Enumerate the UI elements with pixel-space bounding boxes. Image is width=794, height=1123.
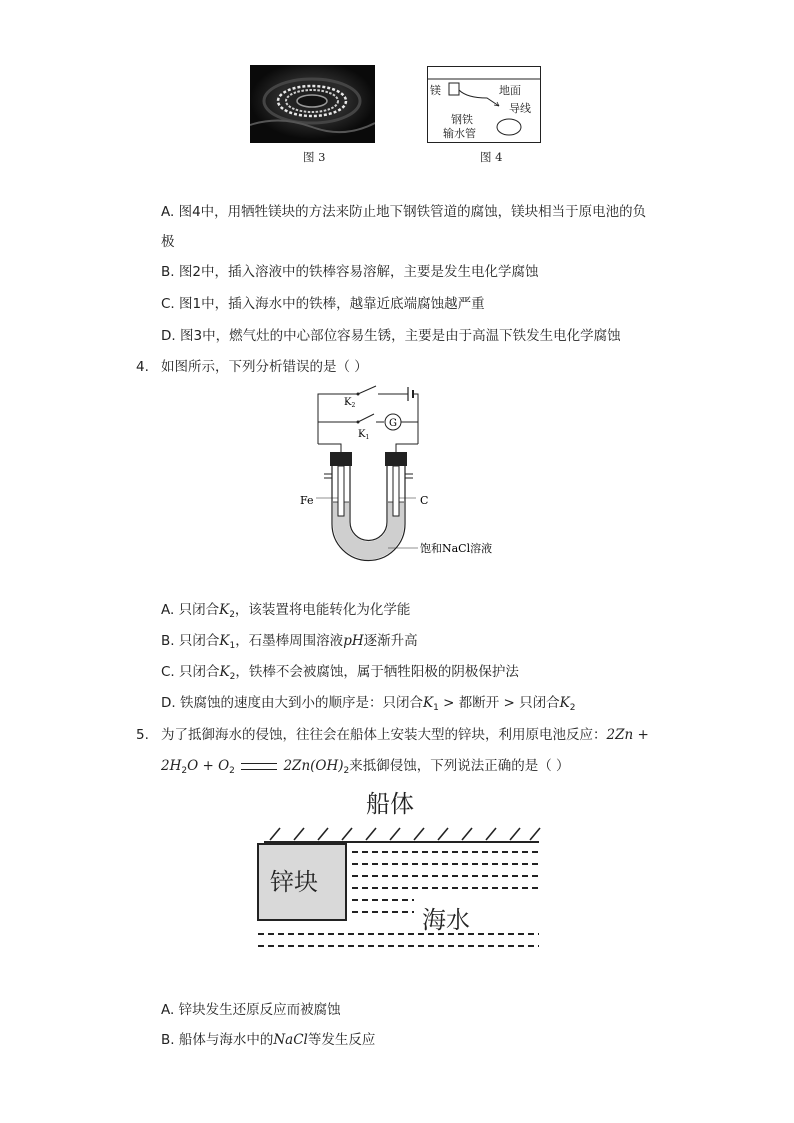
stopper-right [385, 452, 407, 466]
label-k1: $K_1$ [358, 429, 370, 441]
label-ground: 地面 [499, 84, 521, 97]
label-sea: 海水 [422, 906, 470, 934]
stopper-left [330, 452, 352, 466]
figure-u-tube-circuit [296, 384, 506, 574]
label-pipe-2: 输水管 [443, 127, 476, 140]
label-g: G [389, 418, 397, 429]
label-solution: 饱和NaCl溶液 [420, 542, 493, 555]
switch-k1 [358, 414, 374, 422]
q3-option-b [161, 262, 538, 282]
q4-option-b: B. 只闭合$K_1$，石墨棒周围溶液pH逐渐升高 [161, 633, 418, 651]
q4-stem: 如图所示，下列分析错误的是（ ） [161, 359, 368, 375]
option-text: 图4中，用牺牲镁块的方法来防止地下钢铁管道的腐蚀，镁块相当于原电池的负 [178, 204, 647, 220]
option-text: 图1中，插入海水中的铁棒，越靠近底端腐蚀越严重 [179, 296, 485, 312]
q3-option-d [161, 326, 621, 346]
fe-electrode [338, 466, 344, 516]
q4-option-a: A. 只闭合$K_2$，该装置将电能转化为化学能 [161, 602, 411, 620]
q5-option-a: A. 锌块发生还原反应而被腐蚀 [161, 1002, 341, 1018]
option-letter: A. [161, 204, 175, 220]
q4-number: 4. [136, 359, 149, 375]
option-text: 图3中，燃气灶的中心部位容易生锈，主要是由于高温下铁发生电化学腐蚀 [179, 328, 621, 344]
label-wire: 导线 [509, 102, 531, 115]
figure-3 [250, 65, 375, 143]
q3-option-c [161, 294, 485, 314]
c-electrode [393, 466, 399, 516]
figure-3-caption: 图 3 [303, 150, 326, 164]
label-zinc: 锌块 [270, 868, 318, 896]
hull-hatching [270, 828, 540, 840]
option-letter: D. [161, 328, 176, 344]
q3-option-a [161, 202, 646, 222]
q5-option-b: B. 船体与海水中的NaCl等发生反应 [161, 1032, 376, 1048]
option-letter: B. [161, 264, 175, 280]
q4-option-c: C. 只闭合$K_2$，铁棒不会被腐蚀，属于牺牲阳极的阴极保护法 [161, 664, 519, 682]
switch-k2 [358, 386, 376, 394]
label-k2: $K_2$ [344, 397, 356, 409]
gas-stove-photo [250, 65, 375, 143]
q3-option-a-cont: 极 [161, 234, 175, 250]
figure-4 [427, 66, 542, 144]
figure-ship-hull [254, 784, 544, 956]
q5-stem-line2: $2H_2O + O_2$ $2Zn(OH)_2$来抵御侵蚀，下列说法正确的是（ ） [161, 758, 570, 776]
label-hull: 船体 [366, 790, 414, 818]
figure-4-caption: 图 4 [480, 150, 503, 164]
q5-number: 5. [136, 727, 149, 743]
q4-option-d: D. 铁腐蚀的速度由大到小的顺序是：只闭合$K_1$ > 都断开 > 只闭合$K_2$ [161, 695, 576, 713]
label-pipe-1: 钢铁 [451, 113, 473, 126]
option-letter: C. [161, 296, 175, 312]
option-text: 图2中，插入溶液中的铁棒容易溶解，主要是发生电化学腐蚀 [178, 264, 539, 280]
q5-stem-line1: 为了抵御海水的侵蚀，往往会在船体上安装大型的锌块，利用原电池反应：2Zn + [161, 727, 649, 743]
label-magnesium: 镁 [430, 84, 441, 97]
label-c: C [420, 494, 429, 507]
label-fe: Fe [300, 494, 314, 507]
equals-double-line [241, 763, 277, 770]
